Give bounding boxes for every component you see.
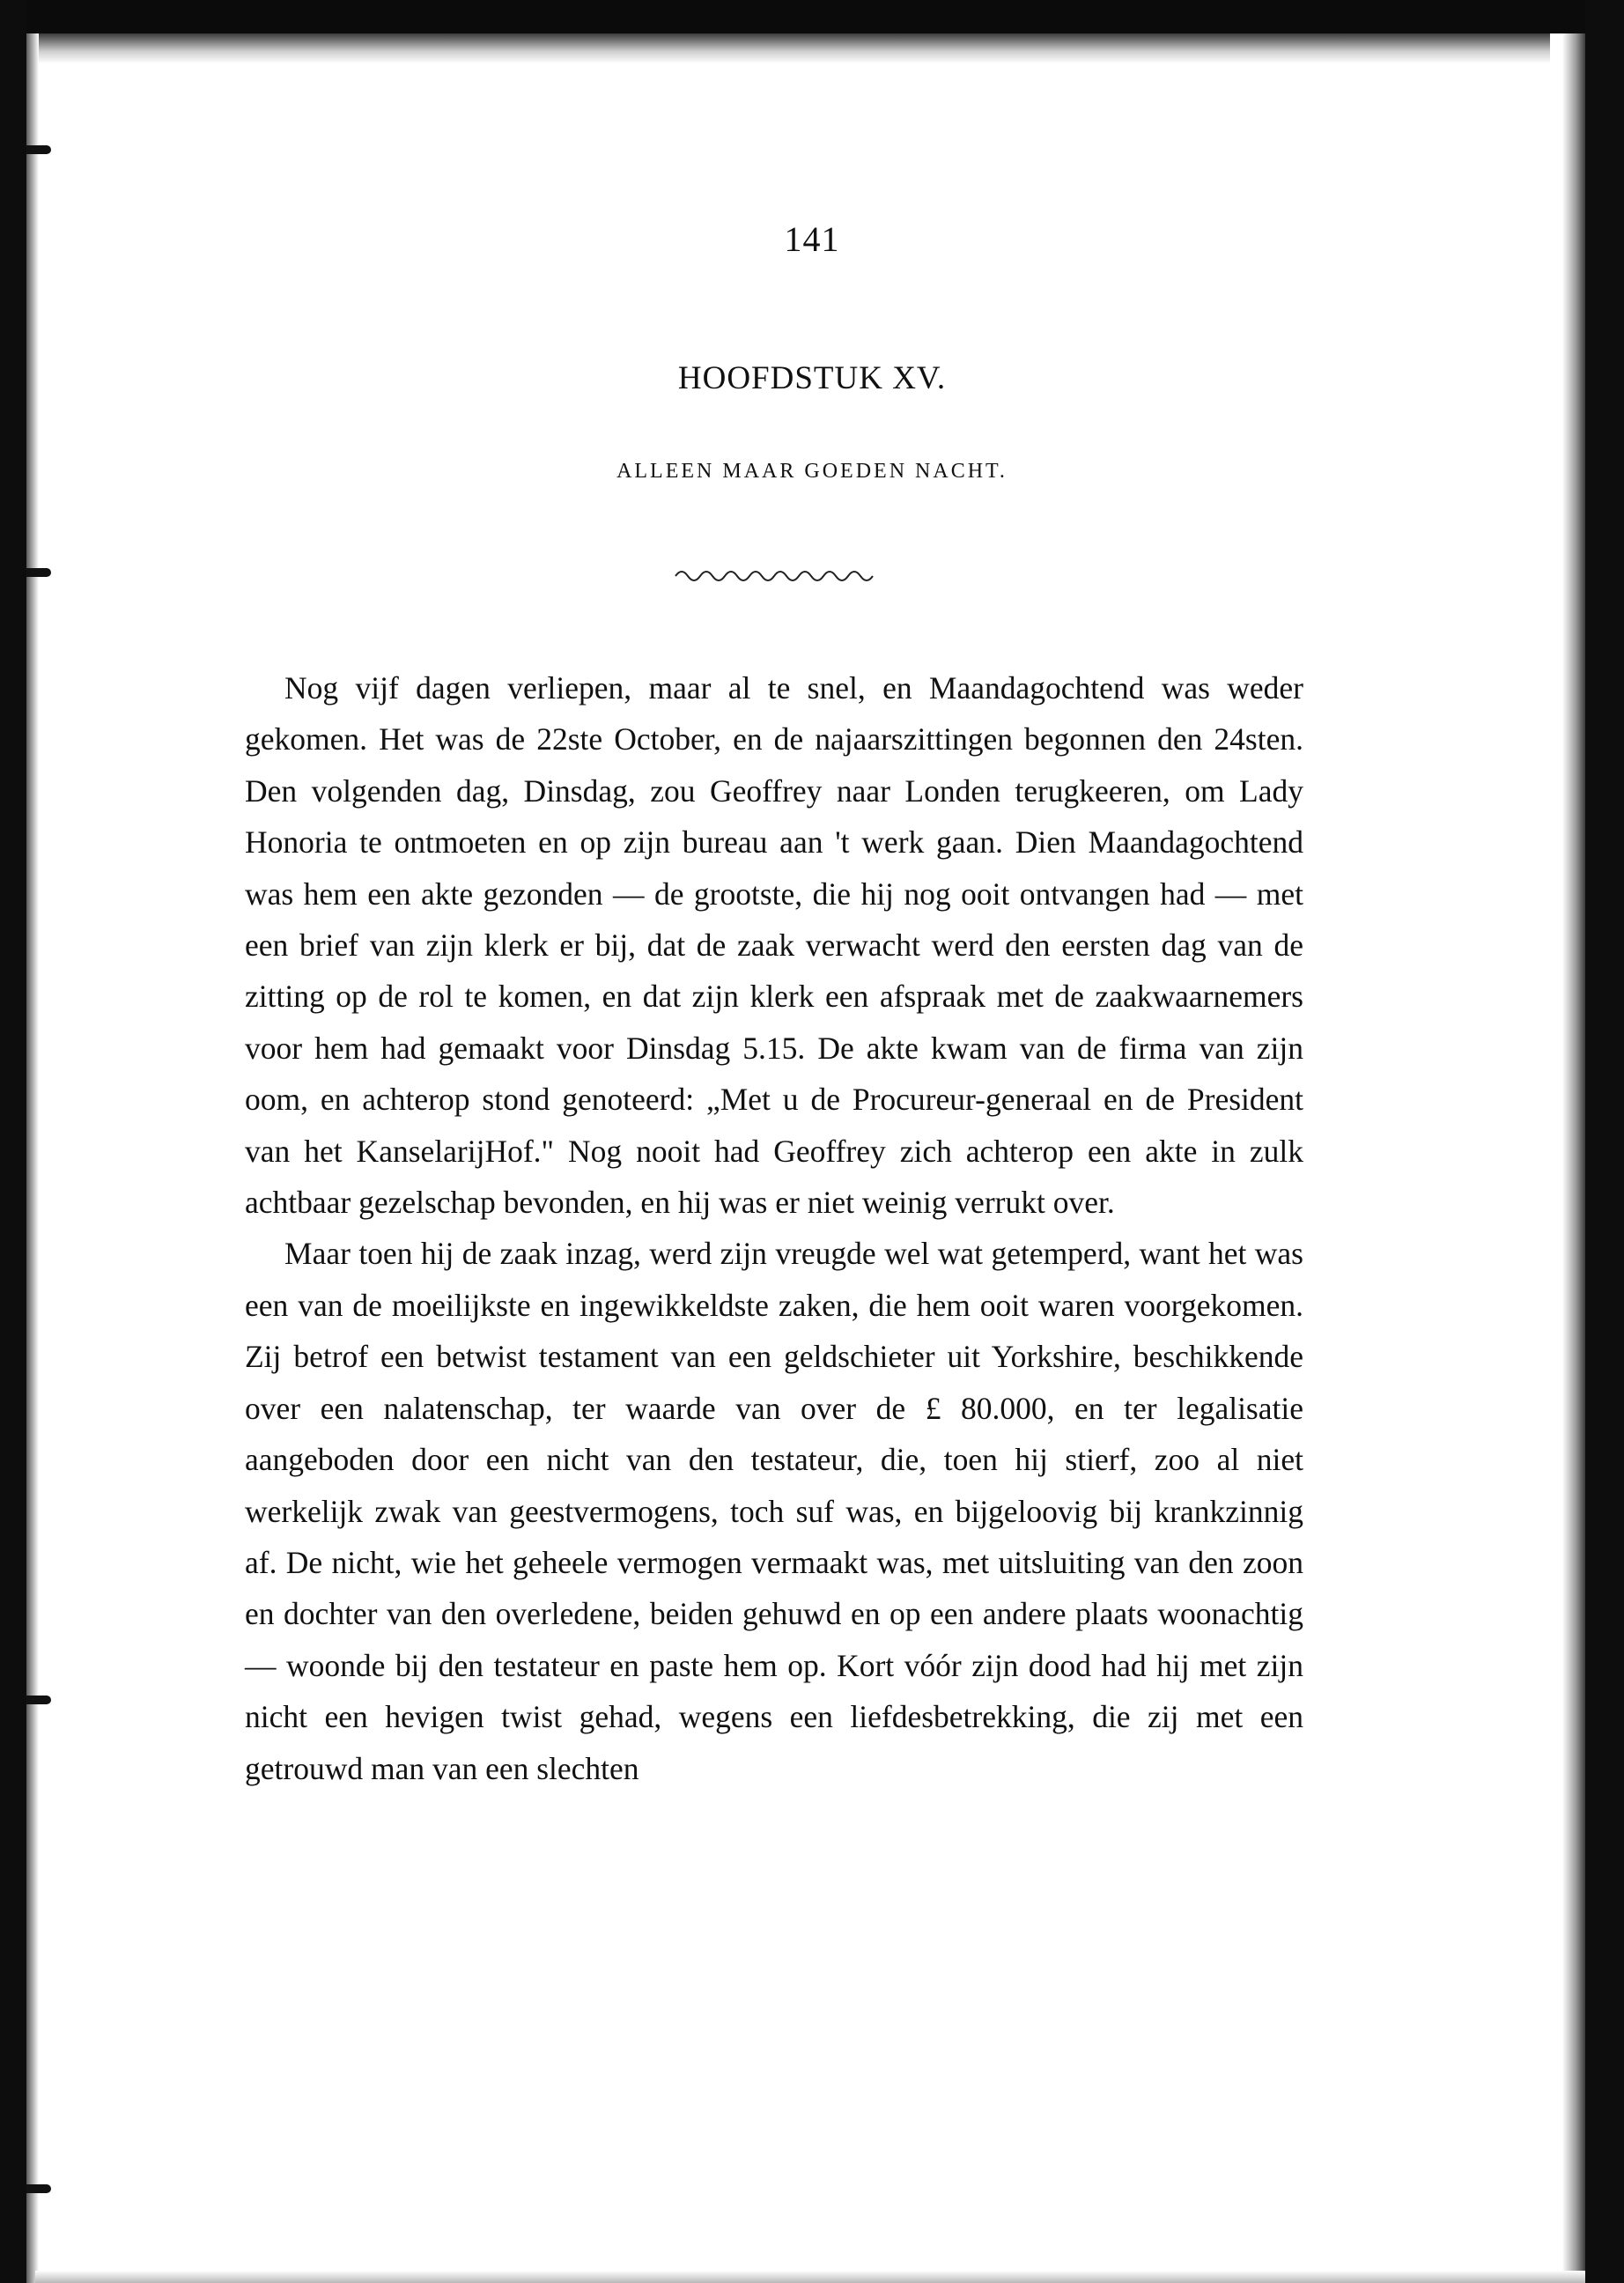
scan-frame-top <box>0 0 1624 33</box>
binding-mark <box>26 568 51 577</box>
body-text <box>245 662 1303 1794</box>
paragraph: Maar toen hij de zaak inzag, werd zijn vreugde wel wat getemperd, want het was een van de moeilijkste en ingewikkeldste zaken, die hem ooit waren voorgekomen. Zij betrof een betwist testament van een geldschieter uit Yorkshire, beschikkende over een nalatenschap, ter waarde van over de £ 80.000, en ter legalisatie aangeboden door een nicht van den testateur, die, toen hij stierf, zoo al niet werkelijk zwak van geestvermogens, toch suf was, en bijgeloovig bij krankzinnig af. De nicht, wie het geheele vermogen vermaakt was, met uitsluiting van den zoon en dochter van den overledene, beiden gehuwd en op een andere plaats woonachtig — woonde bij den testateur en paste hem op. Kort vóór zijn dood had hij met zijn nicht een hevigen twist gehad, wegens een liefdesbetrekking, die zij met een getrouwd man van een slechten <box>245 1236 1303 1786</box>
page-number: 141 <box>784 219 840 259</box>
chapter-title: HOOFDSTUK XV. <box>677 360 947 396</box>
binding-mark <box>26 145 51 154</box>
binding-mark <box>26 1696 51 1704</box>
scan-frame-bottom <box>35 2271 1585 2283</box>
scan-frame-top-shadow <box>35 33 1550 63</box>
chapter-subtitle: ALLEEN MAAR GOEDEN NACHT. <box>616 460 1008 483</box>
binding-mark <box>26 2184 51 2193</box>
scan-frame-left <box>0 0 26 2283</box>
wavy-divider-ornament <box>674 564 876 589</box>
paragraph: Nog vijf dagen verliepen, maar al te snel, en Maandagochtend was weder gekomen. Het was de 22ste October, en de najaarszittingen begonnen den 24sten. Den volgenden dag, Dinsdag, zou Geoffrey naar Londen terugkeeren, om Lady Honoria te ontmoeten en op zijn bureau aan 't werk gaan. Dien Maandagochtend was hem een akte gezonden — de grootste, die hij nog ooit ontvangen had — met een brief van zijn klerk er bij, dat de zaak verwacht werd den eersten dag van de zitting op de rol te komen, en dat zijn klerk een afspraak met de zaakwaarnemers voor hem had gemaakt voor Dinsdag 5.15. De akte kwam van de firma van zijn oom, en achterop stond genoteerd: „Met u de Procureur-generaal en de President van het KanselarijHof." Nog nooit had Geoffrey zich achterop een akte in zulk achtbaar gezelschap bevonden, en hij was er niet weinig verrukt over. <box>245 670 1303 1221</box>
scan-frame-right <box>1585 0 1624 2283</box>
